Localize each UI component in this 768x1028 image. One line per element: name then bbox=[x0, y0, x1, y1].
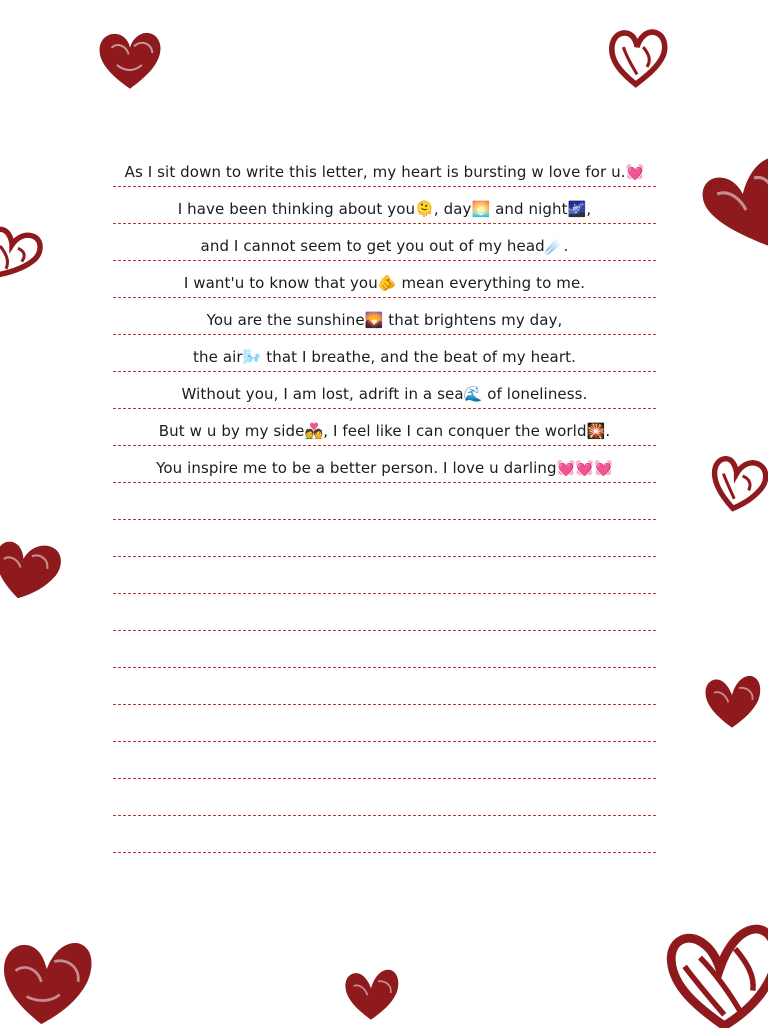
ruled-line bbox=[113, 372, 656, 409]
ruled-line bbox=[113, 187, 656, 224]
ruled-line bbox=[113, 742, 656, 779]
ruled-line bbox=[113, 224, 656, 261]
heart-top-left bbox=[96, 28, 164, 94]
ruled-line bbox=[113, 594, 656, 631]
ruled-line bbox=[113, 779, 656, 816]
heart-bottom-left bbox=[0, 934, 94, 1026]
letter-line-8: But w u by my side💑, I feel like I can conquer the world🎇. bbox=[158, 422, 611, 440]
ruled-line bbox=[113, 261, 656, 298]
heart-icon bbox=[0, 530, 64, 602]
ruled-line bbox=[113, 409, 656, 446]
heart-icon bbox=[0, 934, 94, 1026]
ruled-line bbox=[113, 483, 656, 520]
ruled-line bbox=[113, 298, 656, 335]
letter-line-2: I have been thinking about you🫠, day🌅 and night🌌, bbox=[177, 200, 592, 218]
heart-left-upper bbox=[0, 222, 42, 282]
heart-icon bbox=[698, 154, 768, 254]
heart-icon bbox=[342, 964, 400, 1022]
heart-icon bbox=[662, 918, 768, 1028]
ruled-line bbox=[113, 335, 656, 372]
letter-line-5: You are the sunshine🌄 that brightens my day, bbox=[206, 311, 563, 329]
ruled-line bbox=[113, 631, 656, 668]
heart-bottom-right bbox=[662, 918, 768, 1028]
heart-icon bbox=[604, 26, 670, 88]
letter-line-7: Without you, I am lost, adrift in a sea🌊 of loneliness. bbox=[181, 385, 588, 403]
heart-right-upper bbox=[698, 154, 768, 254]
heart-icon bbox=[708, 452, 768, 512]
ruled-line bbox=[113, 557, 656, 594]
letter-line-3: and I cannot seem to get you out of my head☄️. bbox=[200, 237, 569, 255]
ruled-line bbox=[113, 446, 656, 483]
heart-right-lower bbox=[702, 670, 762, 730]
ruled-line bbox=[113, 668, 656, 705]
letter-line-1: As I sit down to write this letter, my heart is bursting w love for u.💓 bbox=[124, 163, 645, 181]
letter-line-9: You inspire me to be a better person. I love u darling💓💓💓 bbox=[156, 459, 613, 477]
letter-lines bbox=[113, 163, 656, 853]
letter-line-6: the air🌬️ that I breathe, and the beat of my heart. bbox=[193, 348, 576, 366]
ruled-line bbox=[113, 520, 656, 557]
heart-bottom-center bbox=[342, 964, 400, 1022]
heart-icon bbox=[0, 222, 42, 282]
heart-icon bbox=[702, 670, 762, 730]
heart-top-right bbox=[604, 26, 670, 88]
ruled-line bbox=[113, 816, 656, 853]
letter-line-4: I want'u to know that you🫵 mean everything to me. bbox=[183, 274, 586, 292]
ruled-line bbox=[113, 705, 656, 742]
heart-left-middle bbox=[0, 530, 64, 602]
heart-icon bbox=[96, 28, 164, 94]
heart-right-middle bbox=[708, 452, 768, 512]
